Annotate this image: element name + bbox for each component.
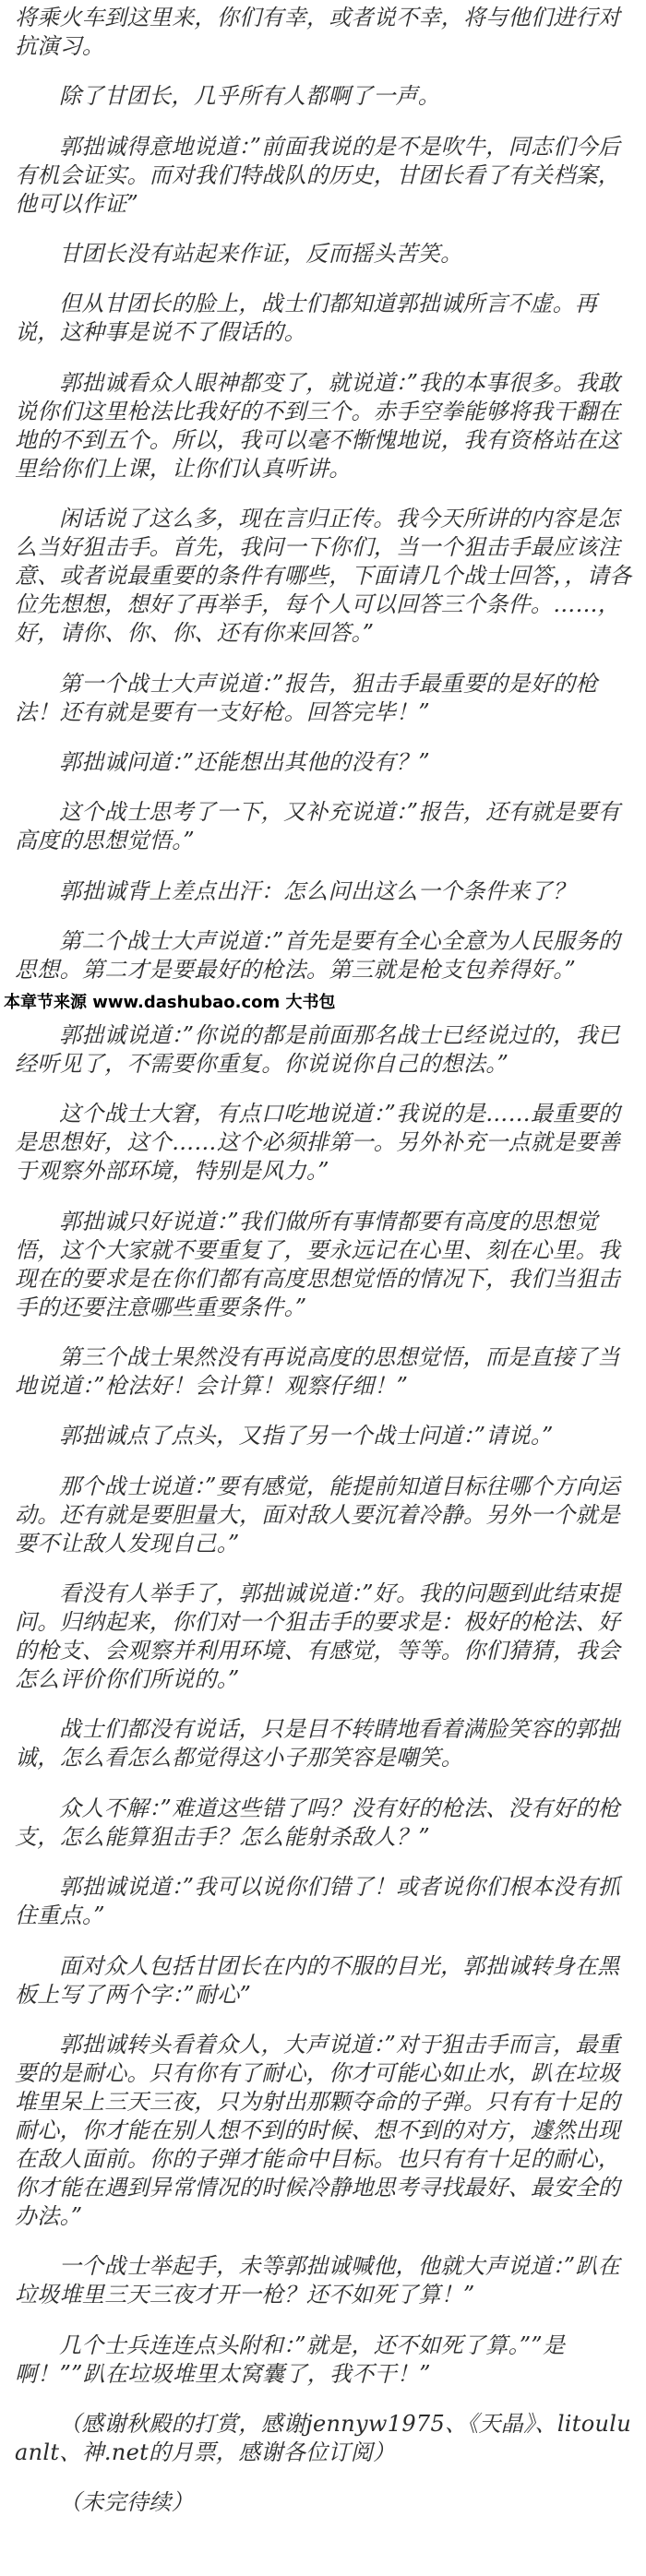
paragraph: 郭拙诚转头看着众人，大声说道：”对于狙击手而言，最重要的是耐心。只有你有了耐心，你才可能心如止水，趴在垃圾堆里呆上三天三夜，只为射出那颗夺命的子弹。只有有十足的耐心，你才能在别人想不到的时候、想不到的对方，遽然出现在敌人面前。你的子弹才能命中目标。也只有有十足的耐心，你才能在遇到异常情况的时候冷静地思考寻找最好、最安全的办法。” xyxy=(15,2031,621,2229)
source-url[interactable]: www.dashubao.com xyxy=(92,992,281,1012)
paragraph: 除了甘团长，几乎所有人都啊了一声。 xyxy=(59,83,441,110)
paragraph: 看没有人举手了，郭拙诚说道：”好。我的问题到此结束提问。归纳起来，你们对一个狙击手的要求是：极好的枪法、好的枪支、会观察并利用环境、有感觉，等等。你们猜猜，我会怎么评价你们所说的。” xyxy=(15,1580,621,1693)
paragraph: 一个战士举起手，未等郭拙诚喊他，他就大声说道：”趴在垃圾堆里三天三夜才开一枪？还不如死了算！” xyxy=(15,2253,621,2308)
paragraph: 这个战士思考了一下，又补充说道：”报告，还有就是要有高度的思想觉悟。” xyxy=(15,799,621,854)
paragraph: 众人不解：”难道这些错了吗？没有好的枪法、没有好的枪支，怎么能算狙击手？怎么能射杀敌人？” xyxy=(15,1795,621,1850)
paragraph: 郭拙诚只好说道：”我们做所有事情都要有高度的思想觉悟，这个大家就不要重复了，要永远记在心里、刻在心里。我现在的要求是在你们都有高度思想觉悟的情况下，我们当狙击手的还要注意哪些重要条件。” xyxy=(15,1208,621,1320)
thanks-note: （感谢秋殿的打赏，感谢jennyw1975、《天晶》、litouluanlt、神.net的月票，感谢各位订阅） xyxy=(15,2410,631,2465)
paragraph: 第一个战士大声说道：”报告，狙击手最重要的是好的枪法！还有就是要有一支好枪。回答完毕！” xyxy=(15,670,598,725)
paragraph: 那个战士说道：”要有感觉，能提前知道目标往哪个方向运动。还有就是要胆量大，面对敌人要沉着冷静。另外一个就是要不让敌人发现自己。” xyxy=(15,1473,621,1556)
paragraph: 郭拙诚点了点头，又指了另一个战士问道：”请说。” xyxy=(59,1423,554,1449)
paragraph: 郭拙诚得意地说道：”前面我说的是不是吹牛，同志们今后有机会证实。而对我们特战队的历史，甘团长看了有关档案，他可以作证” xyxy=(15,133,621,217)
paragraph: 第三个战士果然没有再说高度的思想觉悟，而是直接了当地说道：”枪法好！会计算！观察仔细！” xyxy=(15,1344,620,1399)
paragraph: 甘团长没有站起来作证，反而摇头苦笑。 xyxy=(59,241,463,268)
paragraph: 面对众人包括甘团长在内的不服的目光，郭拙诚转身在黑板上写了两个字：”耐心” xyxy=(15,1952,620,2008)
paragraph: 郭拙诚说道：”你说的都是前面那名战士已经说过的，我已经听见了，不需要你重复。你说说你自己的想法。” xyxy=(15,1021,621,1077)
to-be-continued: （未完待续） xyxy=(59,2489,194,2516)
paragraph: 闲话说了这么多，现在言归正传。我今天所讲的内容是怎么当好狙击手。首先，我问一下你们，当一个狙击手最应该注意、或者说最重要的条件有哪些，下面请几个战士回答，，请各位先想想，想好了再举手，每个人可以回答三个条件。……，好，请你、你、你、还有你来回答。” xyxy=(15,506,632,647)
paragraph: 战士们都没有说话，只是目不转睛地看着满脸笑容的郭拙诚，怎么看怎么都觉得这小子那笑容是嘲笑。 xyxy=(15,1716,620,1771)
source-line xyxy=(4,992,640,1014)
paragraph: 这个战士大窘，有点口吃地说道：”我说的是……最重要的是思想好，这个……这个必须排第一。另外补充一点就是要善于观察外部环境，特别是风力。” xyxy=(15,1101,621,1185)
paragraph: 将乘火车到这里来，你们有幸，或者说不幸，将与他们进行对抗演习。 xyxy=(15,5,621,59)
paragraph: 郭拙诚说道：”我可以说你们错了！或者说你们根本没有抓住重点。” xyxy=(15,1874,621,1929)
paragraph: 郭拙诚看众人眼神都变了，就说道：”我的本事很多。我敢说你们这里枪法比我好的不到三个。赤手空拳能够将我干翻在地的不到五个。所以，我可以毫不惭愧地说，我有资格站在这里给你们上课，让你们认真听讲。 xyxy=(15,369,621,482)
source-site: 大书包 xyxy=(285,992,336,1012)
source-label: 本章节来源 xyxy=(4,992,87,1012)
paragraph: 几个士兵连连点头附和：”就是，还不如死了算。””是啊！””趴在垃圾堆里太窝囊了，我不干！” xyxy=(15,2332,566,2387)
paragraph: 第二个战士大声说道：”首先是要有全心全意为人民服务的思想。第二才是要最好的枪法。第三就是枪支包养得好。” xyxy=(15,927,621,983)
paragraph: 郭拙诚问道：”还能想出其他的没有？” xyxy=(59,748,430,775)
paragraph: 郭拙诚背上差点出汗：怎么问出这么一个条件来了？ xyxy=(59,877,575,904)
paragraph: 但从甘团长的脸上，战士们都知道郭拙诚所言不虚。再说，这种事是说不了假话的。 xyxy=(15,291,598,346)
